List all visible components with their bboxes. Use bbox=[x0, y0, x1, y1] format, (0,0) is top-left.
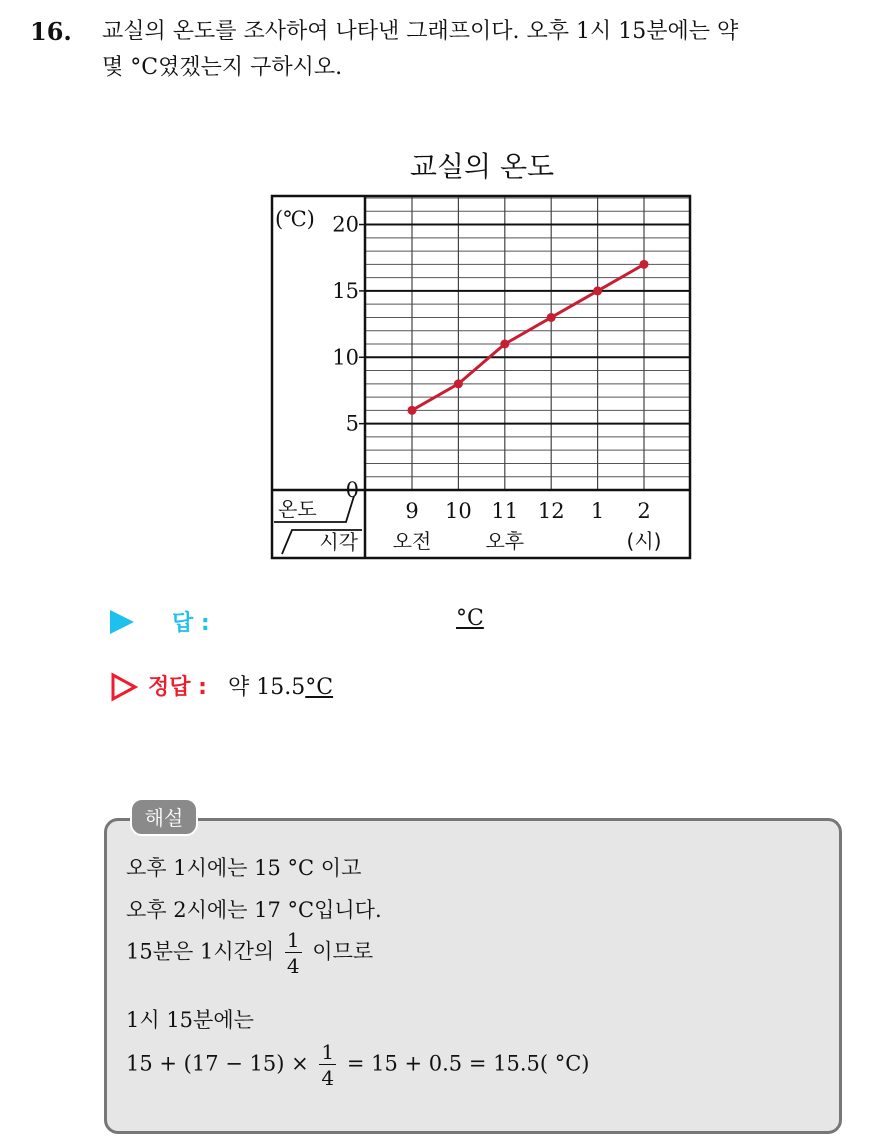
corner-label-temperature: 온도 bbox=[278, 497, 317, 521]
corner-label-time: 시각 bbox=[319, 530, 358, 554]
y-tick-label: 15 bbox=[332, 278, 359, 303]
fraction-numerator-2: 1 bbox=[321, 1040, 335, 1064]
fraction-denominator: 4 bbox=[286, 954, 300, 978]
solution-line-3-post: 이므로 bbox=[312, 939, 374, 964]
correct-answer-value bbox=[228, 670, 333, 701]
fraction-one-quarter bbox=[285, 930, 302, 976]
answer-row bbox=[110, 606, 610, 642]
period-label-am: 오전 bbox=[392, 529, 432, 553]
solution-line-2: 오후 2시에는 17 °C입니다. bbox=[126, 898, 382, 922]
play-triangle-icon bbox=[110, 610, 134, 634]
data-point bbox=[593, 286, 602, 295]
fraction-denominator-2: 4 bbox=[321, 1066, 335, 1090]
question-text-line2: 몇 °C였겠는지 구하시오. bbox=[102, 55, 343, 80]
data-point bbox=[640, 260, 649, 269]
y-tick-label: 0 bbox=[345, 478, 359, 502]
temperature-line-chart bbox=[250, 140, 710, 570]
solution-line-5-pre: 15 + (17 − 15) × bbox=[126, 1051, 309, 1076]
solution-line-5 bbox=[126, 1042, 590, 1088]
solution-line-3 bbox=[126, 930, 373, 976]
period-label-pm: 오후 bbox=[485, 529, 525, 553]
x-tick-label: 10 bbox=[445, 499, 472, 523]
y-unit-label: (℃) bbox=[275, 207, 315, 231]
y-tick-label: 10 bbox=[332, 345, 359, 370]
y-tick-label: 5 bbox=[345, 411, 359, 436]
correct-answer-unit: °C bbox=[305, 675, 334, 700]
answer-unit[interactable]: °C bbox=[456, 606, 484, 631]
x-tick-label: 1 bbox=[590, 499, 605, 523]
fraction-numerator: 1 bbox=[286, 928, 300, 952]
x-unit-label: (시) bbox=[626, 529, 662, 553]
question-text-line1: 교실의 온도를 조사하여 나타낸 그래프이다. 오후 1시 15분에는 약 bbox=[102, 19, 739, 44]
x-tick-label: 11 bbox=[491, 499, 519, 523]
question bbox=[30, 14, 870, 86]
data-point bbox=[547, 313, 556, 322]
data-point bbox=[454, 379, 463, 388]
question-number: 16. bbox=[30, 17, 72, 46]
fraction-one-quarter-2 bbox=[319, 1042, 336, 1088]
solution-tag: 해설 bbox=[130, 798, 198, 836]
solution-line-1: 오후 1시에는 15 °C 이고 bbox=[126, 856, 362, 880]
x-tick-label: 9 bbox=[405, 499, 419, 523]
correct-answer-row bbox=[110, 670, 610, 706]
solution-line-5-post: = 15 + 0.5 = 15.5( °C) bbox=[346, 1051, 590, 1076]
x-tick-label: 12 bbox=[537, 499, 565, 523]
x-tick-label: 2 bbox=[637, 499, 651, 523]
chart-frame bbox=[272, 196, 690, 558]
correct-answer-number: 약 15.5 bbox=[228, 675, 306, 700]
solution-line-3-pre: 15분은 1시간의 bbox=[126, 939, 275, 964]
outline-triangle-icon bbox=[110, 672, 138, 702]
data-point bbox=[408, 406, 417, 415]
solution-line-4: 1시 15분에는 bbox=[126, 1008, 254, 1032]
correct-answer-label: 정답 : bbox=[148, 675, 207, 700]
y-tick-label: 20 bbox=[332, 212, 359, 237]
answer-label: 답 : bbox=[172, 611, 210, 636]
chart-title: 교실의 온도 bbox=[409, 150, 555, 183]
data-point bbox=[500, 340, 509, 349]
temperature-series-line bbox=[412, 264, 644, 410]
